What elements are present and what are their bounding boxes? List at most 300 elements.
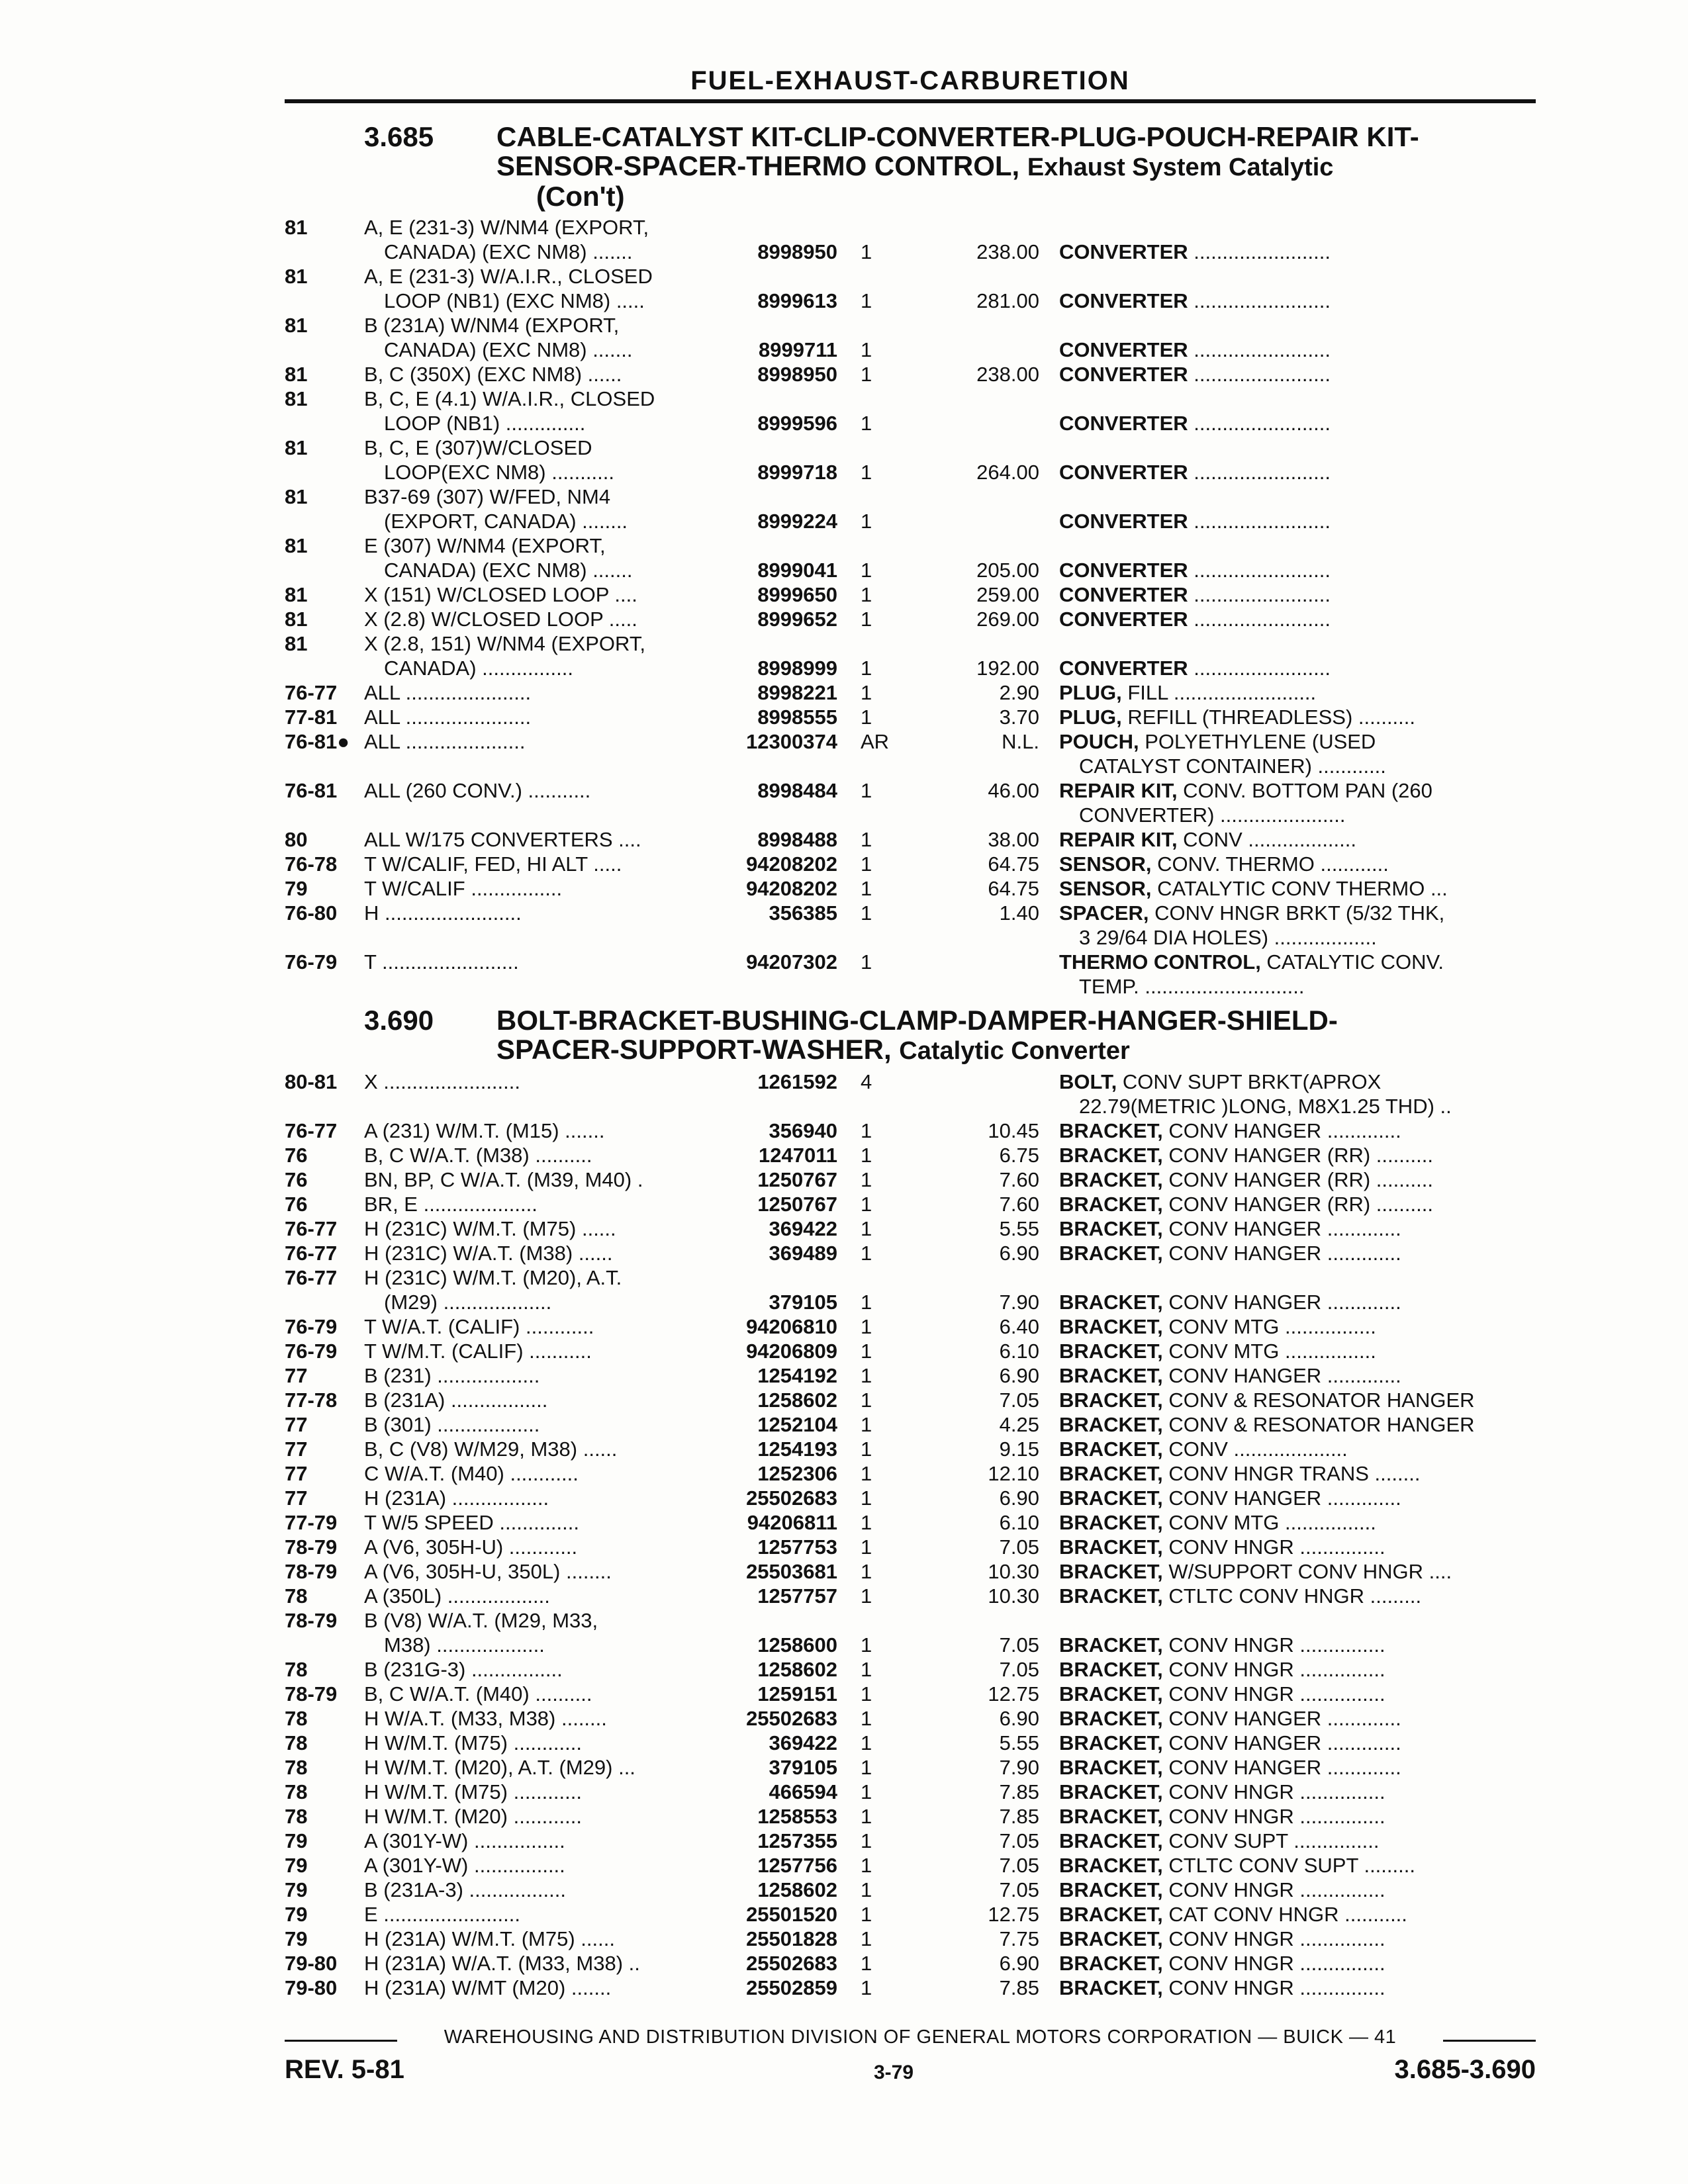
- table-row: [285, 215, 1536, 240]
- row-quantity: 1: [861, 1193, 872, 1216]
- row-price: 64.75: [988, 852, 1039, 876]
- row-part-name: [1059, 827, 1536, 852]
- row-part-name: [1059, 1118, 1536, 1143]
- row-part-name: [1059, 1461, 1536, 1486]
- row-part-name: [1059, 1829, 1536, 1853]
- row-part-number: 8999650: [757, 583, 837, 606]
- row-price: 5.55: [999, 1217, 1039, 1240]
- row-quantity: 1: [861, 1731, 872, 1754]
- row-part-number: 8999224: [757, 510, 837, 533]
- row-part-name-keyword: PLUG,: [1059, 705, 1122, 729]
- row-part-name: [1059, 1143, 1536, 1167]
- row-year: 76-79: [285, 950, 338, 974]
- row-model: X ........................: [364, 1070, 520, 1093]
- row-year: 76-77: [285, 1119, 338, 1142]
- row-model: CANADA) (EXC NM8) .......: [384, 240, 633, 263]
- row-quantity: 1: [861, 510, 872, 533]
- row-model: B (231G-3) ................: [364, 1658, 563, 1681]
- row-year: 76-77: [285, 681, 338, 704]
- row-part-name-keyword: BRACKET,: [1059, 1952, 1163, 1975]
- row-part-name: [1059, 1976, 1536, 2000]
- row-price: 7.60: [999, 1193, 1039, 1216]
- table-row: [285, 1731, 1536, 1755]
- table-row: [285, 1853, 1536, 1878]
- row-model: ALL W/175 CONVERTERS ....: [364, 828, 641, 851]
- row-part-name-keyword: SENSOR,: [1059, 852, 1152, 876]
- row-part-name: [1059, 1535, 1536, 1559]
- row-part-number: 356385: [769, 901, 837, 925]
- row-price: 6.90: [999, 1242, 1039, 1265]
- row-quantity: 1: [861, 1437, 872, 1461]
- row-price: 12.75: [988, 1903, 1039, 1926]
- table-row: [285, 1069, 1536, 1094]
- row-quantity: 1: [861, 877, 872, 900]
- row-part-number: 94207302: [746, 950, 837, 974]
- row-model: H (231C) W/A.T. (M38) ......: [364, 1242, 613, 1265]
- row-model: (EXPORT, CANADA) ........: [384, 510, 628, 533]
- row-quantity: 1: [861, 1658, 872, 1681]
- row-part-name-keyword: POUCH,: [1059, 730, 1139, 753]
- row-part-name: [1059, 240, 1536, 264]
- row-part-name: [1059, 289, 1536, 313]
- row-price: 10.30: [988, 1584, 1039, 1608]
- row-quantity: 1: [861, 559, 872, 582]
- row-part-name-detail: ........................: [1188, 657, 1331, 680]
- row-part-name: [1059, 680, 1536, 705]
- table-row: [285, 1192, 1536, 1216]
- table-row: [285, 264, 1536, 289]
- row-part-name-detail: CONVERTER) ......................: [1079, 803, 1346, 827]
- row-quantity: 1: [861, 950, 872, 974]
- table-row: [285, 1657, 1536, 1682]
- row-part-name-keyword: BRACKET,: [1059, 1388, 1163, 1412]
- row-part-number: 25502683: [746, 1486, 837, 1510]
- row-model: ALL .....................: [364, 730, 526, 753]
- section-title: [285, 1006, 1536, 1066]
- row-part-name-detail: CONV MTG ................: [1162, 1315, 1376, 1338]
- row-year: 78-79: [285, 1560, 338, 1583]
- footer-revision: REV. 5-81: [285, 2055, 404, 2084]
- row-quantity: 1: [861, 583, 872, 606]
- table-row: [285, 1265, 1536, 1290]
- row-year: 79: [285, 1878, 308, 1901]
- row-part-name-keyword: CONVERTER: [1059, 559, 1188, 582]
- row-part-name-detail: ........................: [1188, 559, 1331, 582]
- table-row: [285, 1633, 1536, 1657]
- row-part-name-keyword: BRACKET,: [1059, 1584, 1163, 1608]
- row-part-name-detail: 22.79(METRIC )LONG, M8X1.25 THD) ..: [1079, 1095, 1452, 1118]
- row-part-name-keyword: SPACER,: [1059, 901, 1149, 925]
- row-model: B, C, E (307)W/CLOSED: [364, 436, 592, 459]
- row-model: T W/A.T. (CALIF) ............: [364, 1315, 594, 1338]
- row-part-name-detail: CONV HNGR ...............: [1162, 1682, 1385, 1706]
- row-price: 12.10: [988, 1462, 1039, 1485]
- row-model: B (301) ..................: [364, 1413, 540, 1436]
- row-part-number: 25502683: [746, 1707, 837, 1730]
- row-part-name-detail: CTLTC CONV SUPT .........: [1162, 1854, 1415, 1877]
- row-quantity: 1: [861, 1560, 872, 1583]
- row-part-name-keyword: BRACKET,: [1059, 1560, 1163, 1583]
- row-part-name-detail: CAT CONV HNGR ...........: [1162, 1903, 1407, 1926]
- row-year: 76-77: [285, 1266, 338, 1289]
- row-price: 7.85: [999, 1780, 1039, 1803]
- row-part-name-detail: CONV MTG ................: [1162, 1511, 1376, 1534]
- row-price: 38.00: [988, 828, 1039, 851]
- row-quantity: 1: [861, 1217, 872, 1240]
- row-part-name: [1059, 1412, 1536, 1437]
- row-year: 78-79: [285, 1682, 338, 1706]
- row-price: 64.75: [988, 877, 1039, 900]
- row-part-number: 8999613: [757, 289, 837, 312]
- row-part-name: [1059, 1314, 1536, 1339]
- row-price: 7.05: [999, 1388, 1039, 1412]
- section-title: [285, 122, 1536, 211]
- row-part-name-keyword: BOLT,: [1059, 1070, 1117, 1093]
- table-row: [285, 387, 1536, 411]
- row-quantity: 1: [861, 1878, 872, 1901]
- row-part-name-detail: CONV HNGR BRKT (5/32 THK,: [1149, 901, 1445, 925]
- row-model: A, E (231-3) W/A.I.R., CLOSED: [364, 265, 653, 288]
- row-model: B37-69 (307) W/FED, NM4: [364, 485, 611, 508]
- table-row: [285, 435, 1536, 460]
- table-row: [285, 656, 1536, 680]
- row-price: 238.00: [976, 363, 1039, 386]
- row-part-name-keyword: BRACKET,: [1059, 1437, 1163, 1461]
- row-part-name-keyword: BRACKET,: [1059, 1340, 1163, 1363]
- row-part-number: 1252104: [757, 1413, 837, 1436]
- table-row: [285, 1706, 1536, 1731]
- table-row: [285, 680, 1536, 705]
- row-part-number: 25502859: [746, 1976, 837, 1999]
- row-part-name-keyword: BRACKET,: [1059, 1731, 1163, 1754]
- row-part-number: 1250767: [757, 1168, 837, 1191]
- row-part-name-detail: TEMP. ............................: [1079, 975, 1305, 998]
- row-model: B, C (V8) W/M29, M38) ......: [364, 1437, 618, 1461]
- row-year: 81: [285, 534, 308, 557]
- row-part-name-keyword: CONVERTER: [1059, 510, 1188, 533]
- section-subtitle: Exhaust System Catalytic: [1027, 154, 1334, 181]
- row-model: A (V6, 305H-U, 350L) ........: [364, 1560, 612, 1583]
- row-quantity: 1: [861, 1511, 872, 1534]
- row-part-name-keyword: BRACKET,: [1059, 1217, 1163, 1240]
- row-part-name-keyword: BRACKET,: [1059, 1633, 1163, 1657]
- table-row: [285, 1829, 1536, 1853]
- row-price: 46.00: [988, 779, 1039, 802]
- row-price: 1.40: [999, 901, 1039, 925]
- row-price: 7.60: [999, 1168, 1039, 1191]
- table-row: [285, 631, 1536, 656]
- table-row: [285, 729, 1536, 754]
- row-part-name-keyword: CONVERTER: [1059, 412, 1188, 435]
- row-part-name: [1079, 925, 1536, 950]
- row-model: CANADA) (EXC NM8) .......: [384, 559, 633, 582]
- table-row: [285, 1804, 1536, 1829]
- table-row: [285, 778, 1536, 803]
- row-part-name-keyword: BRACKET,: [1059, 1854, 1163, 1877]
- row-model: B (231A) .................: [364, 1388, 548, 1412]
- row-year: 79: [285, 1927, 308, 1950]
- row-part-name: [1059, 901, 1536, 925]
- row-part-name-detail: CONV HNGR ...............: [1162, 1535, 1385, 1559]
- row-model: B, C W/A.T. (M38) ..........: [364, 1144, 592, 1167]
- row-part-name-keyword: BRACKET,: [1059, 1682, 1163, 1706]
- row-part-name-detail: ........................: [1188, 510, 1331, 533]
- footer-rule-right: [1443, 2040, 1536, 2042]
- row-year: 81: [285, 387, 308, 410]
- row-part-name-detail: CONV HANGER .............: [1162, 1731, 1401, 1754]
- row-part-name-detail: CONV ...................: [1177, 828, 1356, 851]
- row-model: M38) ...................: [384, 1633, 545, 1657]
- row-part-name-keyword: BRACKET,: [1059, 1805, 1163, 1828]
- row-model: LOOP (NB1) (EXC NM8) .....: [384, 289, 645, 312]
- row-part-name-keyword: CONVERTER: [1059, 363, 1188, 386]
- row-part-name-detail: 3 29/64 DIA HOLES) ..................: [1079, 926, 1377, 949]
- table-row: [285, 582, 1536, 607]
- row-part-name-detail: ........................: [1188, 461, 1331, 484]
- row-year: 78: [285, 1780, 308, 1803]
- row-model: ALL ......................: [364, 705, 532, 729]
- row-quantity: 1: [861, 1927, 872, 1950]
- row-model: B, C, E (4.1) W/A.I.R., CLOSED: [364, 387, 655, 410]
- row-part-number: 1247011: [759, 1144, 837, 1167]
- row-model: B, C W/A.T. (M40) ..........: [364, 1682, 592, 1706]
- row-quantity: 1: [861, 1364, 872, 1387]
- row-part-name: [1059, 778, 1536, 803]
- table-row: [285, 974, 1536, 999]
- row-quantity: 1: [861, 657, 872, 680]
- row-part-name: [1059, 1437, 1536, 1461]
- row-quantity: 1: [861, 1291, 872, 1314]
- row-quantity: 1: [861, 705, 872, 729]
- row-part-name: [1059, 1167, 1536, 1192]
- row-model: (M29) ...................: [384, 1291, 552, 1314]
- row-part-name-keyword: BRACKET,: [1059, 1364, 1163, 1387]
- row-year: 81: [285, 583, 308, 606]
- row-price: 7.05: [999, 1878, 1039, 1901]
- table-row: [285, 607, 1536, 631]
- row-quantity: 1: [861, 1486, 872, 1510]
- row-part-name: [1059, 1780, 1536, 1804]
- row-year: 78: [285, 1731, 308, 1754]
- row-part-name-detail: CONV HANGER .............: [1162, 1119, 1401, 1142]
- table-row: [285, 411, 1536, 435]
- row-model: B (231A-3) .................: [364, 1878, 566, 1901]
- row-part-name-detail: ........................: [1188, 289, 1331, 312]
- row-part-name-detail: CONV. THERMO ............: [1151, 852, 1389, 876]
- section-title-line: CABLE-CATALYST KIT-CLIP-CONVERTER-PLUG-POUCH-REPAIR KIT-: [496, 121, 1419, 152]
- row-year: 81: [285, 436, 308, 459]
- row-price: 7.05: [999, 1633, 1039, 1657]
- row-model: ALL (260 CONV.) ...........: [364, 779, 591, 802]
- row-part-name: [1059, 1216, 1536, 1241]
- row-part-name-keyword: BRACKET,: [1059, 1535, 1163, 1559]
- row-quantity: 1: [861, 828, 872, 851]
- row-year: 76: [285, 1168, 308, 1191]
- row-part-name: [1059, 509, 1536, 533]
- row-quantity: 1: [861, 1315, 872, 1338]
- row-year: 77: [285, 1364, 308, 1387]
- table-row: [285, 1241, 1536, 1265]
- row-model: H ........................: [364, 901, 522, 925]
- row-part-name-detail: CONV HANGER (RR) ..........: [1162, 1144, 1433, 1167]
- row-part-name: [1059, 1927, 1536, 1951]
- row-model: T W/5 SPEED ..............: [364, 1511, 580, 1534]
- row-part-name: [1059, 1804, 1536, 1829]
- row-part-name-keyword: BRACKET,: [1059, 1780, 1163, 1803]
- row-quantity: 1: [861, 1976, 872, 1999]
- row-quantity: 1: [861, 1144, 872, 1167]
- footer-page-number: 3-79: [874, 2062, 914, 2083]
- section-title-line: [496, 152, 1536, 182]
- row-part-name: [1059, 1584, 1536, 1608]
- row-part-name: [1059, 558, 1536, 582]
- row-quantity: 1: [861, 1388, 872, 1412]
- row-quantity: 1: [861, 1119, 872, 1142]
- row-part-number: 8999652: [757, 608, 837, 631]
- footer-text: WAREHOUSING AND DISTRIBUTION DIVISION OF GENERAL MOTORS CORPORATION — BUICK — 41: [444, 2026, 1397, 2048]
- section-cont: (Con't): [536, 181, 625, 212]
- row-year: 80: [285, 828, 308, 851]
- row-part-name: [1059, 1951, 1536, 1976]
- row-year: 76-78: [285, 852, 338, 876]
- parts-table: [285, 215, 1536, 999]
- row-price: 5.55: [999, 1731, 1039, 1754]
- table-row: [285, 1510, 1536, 1535]
- row-year: 79-80: [285, 1952, 338, 1975]
- row-part-name: [1059, 1486, 1536, 1510]
- row-part-name-detail: ........................: [1188, 240, 1331, 263]
- row-year: 81: [285, 265, 308, 288]
- section-title-text: SPACER-SUPPORT-WASHER,: [496, 1034, 892, 1065]
- row-price: 6.40: [999, 1315, 1039, 1338]
- row-price: 7.85: [999, 1976, 1039, 1999]
- row-part-number: 8999711: [759, 338, 837, 361]
- table-row: [285, 362, 1536, 387]
- row-part-name: [1059, 1069, 1536, 1094]
- row-model: B (V8) W/A.T. (M29, M33,: [364, 1609, 598, 1632]
- row-quantity: 1: [861, 338, 872, 361]
- row-price: 3.70: [999, 705, 1039, 729]
- row-part-name: [1059, 1731, 1536, 1755]
- row-model: H W/M.T. (M20), A.T. (M29) ...: [364, 1756, 635, 1779]
- row-price: 9.15: [999, 1437, 1039, 1461]
- row-part-name-detail: CONV HNGR ...............: [1162, 1780, 1385, 1803]
- row-part-name-detail: POLYETHYLENE (USED: [1139, 730, 1376, 753]
- row-year: 76-77: [285, 1242, 338, 1265]
- row-part-name-detail: CONV HNGR ...............: [1162, 1633, 1385, 1657]
- page-header: FUEL-EXHAUST-CARBURETION: [690, 66, 1130, 95]
- table-row: [285, 533, 1536, 558]
- row-model: A (301Y-W) ................: [364, 1854, 565, 1877]
- row-part-number: 8999041: [757, 559, 837, 582]
- row-quantity: AR: [861, 730, 890, 753]
- table-row: [285, 289, 1536, 313]
- row-price: 238.00: [976, 240, 1039, 263]
- row-price: 4.25: [999, 1413, 1039, 1436]
- row-part-number: 94206811: [747, 1511, 837, 1534]
- row-part-number: 25502683: [746, 1952, 837, 1975]
- row-part-number: 8998950: [757, 363, 837, 386]
- row-part-number: 356940: [769, 1119, 837, 1142]
- footer-rule-left: [285, 2040, 397, 2042]
- row-price: N.L.: [1002, 730, 1039, 753]
- row-part-name: [1059, 1388, 1536, 1412]
- row-quantity: 1: [861, 681, 872, 704]
- row-part-name-keyword: CONVERTER: [1059, 657, 1188, 680]
- row-part-name: [1059, 852, 1536, 876]
- row-year: 79: [285, 877, 308, 900]
- row-year: 77: [285, 1486, 308, 1510]
- row-part-name-detail: ........................: [1188, 583, 1331, 606]
- table-row: [285, 1388, 1536, 1412]
- row-part-number: 1257753: [757, 1535, 837, 1559]
- row-year: 76: [285, 1144, 308, 1167]
- table-row: [285, 1486, 1536, 1510]
- row-part-name-detail: CATALYST CONTAINER) ............: [1079, 754, 1386, 778]
- row-part-name-keyword: BRACKET,: [1059, 1976, 1163, 1999]
- table-row: [285, 1314, 1536, 1339]
- row-part-name: [1059, 1657, 1536, 1682]
- row-year: 77-81: [285, 705, 338, 729]
- row-part-name: [1079, 1094, 1536, 1118]
- row-price: 12.75: [988, 1682, 1039, 1706]
- row-part-number: 369489: [769, 1242, 837, 1265]
- row-part-number: 8998488: [757, 828, 837, 851]
- row-year: 76-81: [285, 779, 338, 802]
- row-quantity: 1: [861, 1854, 872, 1877]
- row-model: T ........................: [364, 950, 519, 974]
- row-part-name-keyword: BRACKET,: [1059, 1193, 1163, 1216]
- row-part-number: 8999718: [757, 461, 837, 484]
- row-part-name-keyword: BRACKET,: [1059, 1462, 1163, 1485]
- row-part-name-detail: REFILL (THREADLESS) ..........: [1121, 705, 1416, 729]
- row-quantity: 1: [861, 1780, 872, 1803]
- table-row: [285, 1143, 1536, 1167]
- row-model: A (V6, 305H-U) ............: [364, 1535, 578, 1559]
- section-title-line: BOLT-BRACKET-BUSHING-CLAMP-DAMPER-HANGER-SHIELD-: [496, 1005, 1338, 1036]
- row-model: H (231C) W/M.T. (M75) ......: [364, 1217, 616, 1240]
- row-part-name-detail: CONV HANGER .............: [1162, 1756, 1401, 1779]
- row-part-name-detail: CONV. BOTTOM PAN (260: [1177, 779, 1432, 802]
- row-part-name: [1079, 803, 1536, 827]
- row-part-name-detail: CTLTC CONV HNGR .........: [1162, 1584, 1422, 1608]
- section-number: 3.685: [364, 121, 434, 152]
- table-row: [285, 460, 1536, 484]
- row-year: 77: [285, 1462, 308, 1485]
- row-year: 78: [285, 1658, 308, 1681]
- row-price: 6.10: [999, 1340, 1039, 1363]
- header-rule: [285, 99, 1536, 103]
- row-year: 76-79: [285, 1340, 338, 1363]
- table-row: [285, 1878, 1536, 1902]
- row-year: 77-79: [285, 1511, 338, 1534]
- row-part-number: 1257756: [757, 1854, 837, 1877]
- row-part-name-detail: W/SUPPORT CONV HNGR ....: [1162, 1560, 1452, 1583]
- row-quantity: 1: [861, 1829, 872, 1852]
- row-quantity: 1: [861, 1242, 872, 1265]
- row-part-name-keyword: CONVERTER: [1059, 461, 1188, 484]
- row-part-number: 94208202: [746, 852, 837, 876]
- row-quantity: 1: [861, 1168, 872, 1191]
- row-part-name-detail: ........................: [1188, 363, 1331, 386]
- row-price: 269.00: [976, 608, 1039, 631]
- row-year: 79: [285, 1829, 308, 1852]
- row-part-name: [1059, 729, 1536, 754]
- row-part-number: 1258602: [757, 1878, 837, 1901]
- row-part-name: [1059, 1241, 1536, 1265]
- row-part-number: 8998950: [757, 240, 837, 263]
- row-part-name: [1059, 1633, 1536, 1657]
